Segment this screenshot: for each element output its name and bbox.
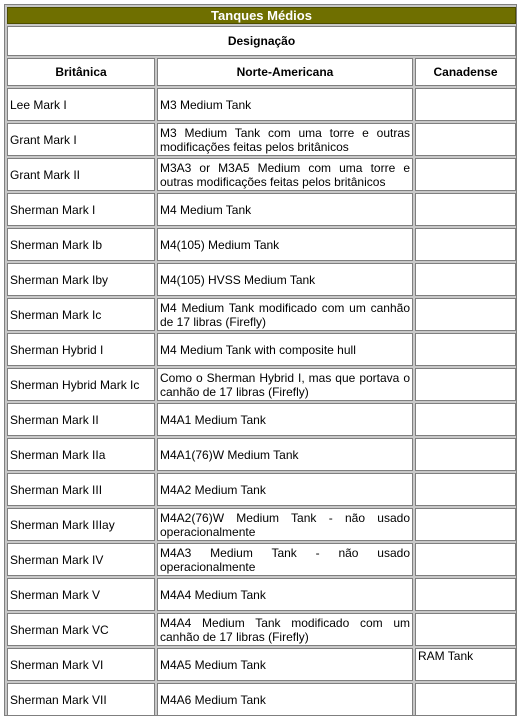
- column-header-canadian: Canadense: [415, 58, 516, 86]
- british-designation-cell: Sherman Hybrid Mark Ic: [7, 368, 155, 401]
- north-american-designation-cell: M3 Medium Tank com uma torre e outras modificações feitas pelos britânicos: [157, 123, 413, 156]
- british-designation-cell: Sherman Hybrid I: [7, 333, 155, 366]
- north-american-designation-cell: M4A1 Medium Tank: [157, 403, 413, 436]
- british-designation-cell: Grant Mark II: [7, 158, 155, 191]
- table-row: [7, 648, 516, 681]
- table-row: [7, 333, 516, 366]
- canadian-designation-cell: [415, 368, 516, 401]
- canadian-designation-cell: [415, 228, 516, 261]
- canadian-designation-cell: [415, 333, 516, 366]
- canadian-designation-cell: [415, 403, 516, 436]
- north-american-designation-cell: M4(105) Medium Tank: [157, 228, 413, 261]
- table-row: [7, 578, 516, 611]
- north-american-designation-cell: M4A4 Medium Tank modificado com um canhão de 17 libras (Firefly): [157, 613, 413, 646]
- table-row: [7, 123, 516, 156]
- british-designation-cell: Sherman Mark VI: [7, 648, 155, 681]
- north-american-designation-cell: M4A5 Medium Tank: [157, 648, 413, 681]
- north-american-designation-cell: M4A1(76)W Medium Tank: [157, 438, 413, 471]
- north-american-designation-cell: M4A2(76)W Medium Tank - não usado operacionalmente: [157, 508, 413, 541]
- canadian-designation-cell: [415, 263, 516, 296]
- tank-table-frame: [4, 4, 517, 716]
- north-american-designation-cell: M4 Medium Tank: [157, 193, 413, 226]
- canadian-designation-cell: [415, 298, 516, 331]
- british-designation-cell: Sherman Mark VC: [7, 613, 155, 646]
- column-header-north-american: Norte-Americana: [157, 58, 413, 86]
- canadian-designation-cell: [415, 193, 516, 226]
- table-row: [7, 613, 516, 646]
- british-designation-cell: Sherman Mark Iby: [7, 263, 155, 296]
- designation-header: Designação: [7, 26, 516, 56]
- table-row: [7, 473, 516, 506]
- table-row: [7, 88, 516, 121]
- canadian-designation-cell: [415, 123, 516, 156]
- table-row: [7, 368, 516, 401]
- british-designation-cell: Sherman Mark V: [7, 578, 155, 611]
- british-designation-cell: Sherman Mark Ib: [7, 228, 155, 261]
- north-american-designation-cell: M4A6 Medium Tank: [157, 683, 413, 716]
- canadian-designation-cell: [415, 473, 516, 506]
- canadian-designation-cell: [415, 613, 516, 646]
- table-row: [7, 228, 516, 261]
- british-designation-cell: Sherman Mark III: [7, 473, 155, 506]
- north-american-designation-cell: Como o Sherman Hybrid I, mas que portava o canhão de 17 libras (Firefly): [157, 368, 413, 401]
- north-american-designation-cell: M4A2 Medium Tank: [157, 473, 413, 506]
- canadian-designation-cell: [415, 683, 516, 716]
- british-designation-cell: Sherman Mark IV: [7, 543, 155, 576]
- table-row: [7, 543, 516, 576]
- canadian-designation-cell: [415, 88, 516, 121]
- north-american-designation-cell: M3 Medium Tank: [157, 88, 413, 121]
- medium-tanks-table: [5, 5, 518, 718]
- table-row: [7, 298, 516, 331]
- british-designation-cell: Sherman Mark Ic: [7, 298, 155, 331]
- canadian-designation-cell: [415, 438, 516, 471]
- british-designation-cell: Sherman Mark I: [7, 193, 155, 226]
- table-row: [7, 158, 516, 191]
- table-row: [7, 403, 516, 436]
- table-row: [7, 438, 516, 471]
- british-designation-cell: Sherman Mark IIa: [7, 438, 155, 471]
- north-american-designation-cell: M4 Medium Tank with composite hull: [157, 333, 413, 366]
- north-american-designation-cell: M4A4 Medium Tank: [157, 578, 413, 611]
- canadian-designation-cell: [415, 543, 516, 576]
- table-row: [7, 508, 516, 541]
- canadian-designation-cell: [415, 578, 516, 611]
- north-american-designation-cell: M4(105) HVSS Medium Tank: [157, 263, 413, 296]
- canadian-designation-cell: [415, 158, 516, 191]
- table-row: [7, 683, 516, 716]
- table-row: [7, 193, 516, 226]
- british-designation-cell: Sherman Mark II: [7, 403, 155, 436]
- british-designation-cell: Lee Mark I: [7, 88, 155, 121]
- north-american-designation-cell: M4 Medium Tank modificado com um canhão de 17 libras (Firefly): [157, 298, 413, 331]
- british-designation-cell: Sherman Mark IIIay: [7, 508, 155, 541]
- table-body: [7, 88, 516, 716]
- column-header-british: Britânica: [7, 58, 155, 86]
- canadian-designation-cell: RAM Tank: [415, 648, 516, 681]
- table-title: Tanques Médios: [7, 7, 516, 24]
- british-designation-cell: Grant Mark I: [7, 123, 155, 156]
- canadian-designation-cell: [415, 508, 516, 541]
- table-row: [7, 263, 516, 296]
- british-designation-cell: Sherman Mark VII: [7, 683, 155, 716]
- north-american-designation-cell: M3A3 or M3A5 Medium com uma torre e outras modificações feitas pelos britânicos: [157, 158, 413, 191]
- north-american-designation-cell: M4A3 Medium Tank - não usado operacionalmente: [157, 543, 413, 576]
